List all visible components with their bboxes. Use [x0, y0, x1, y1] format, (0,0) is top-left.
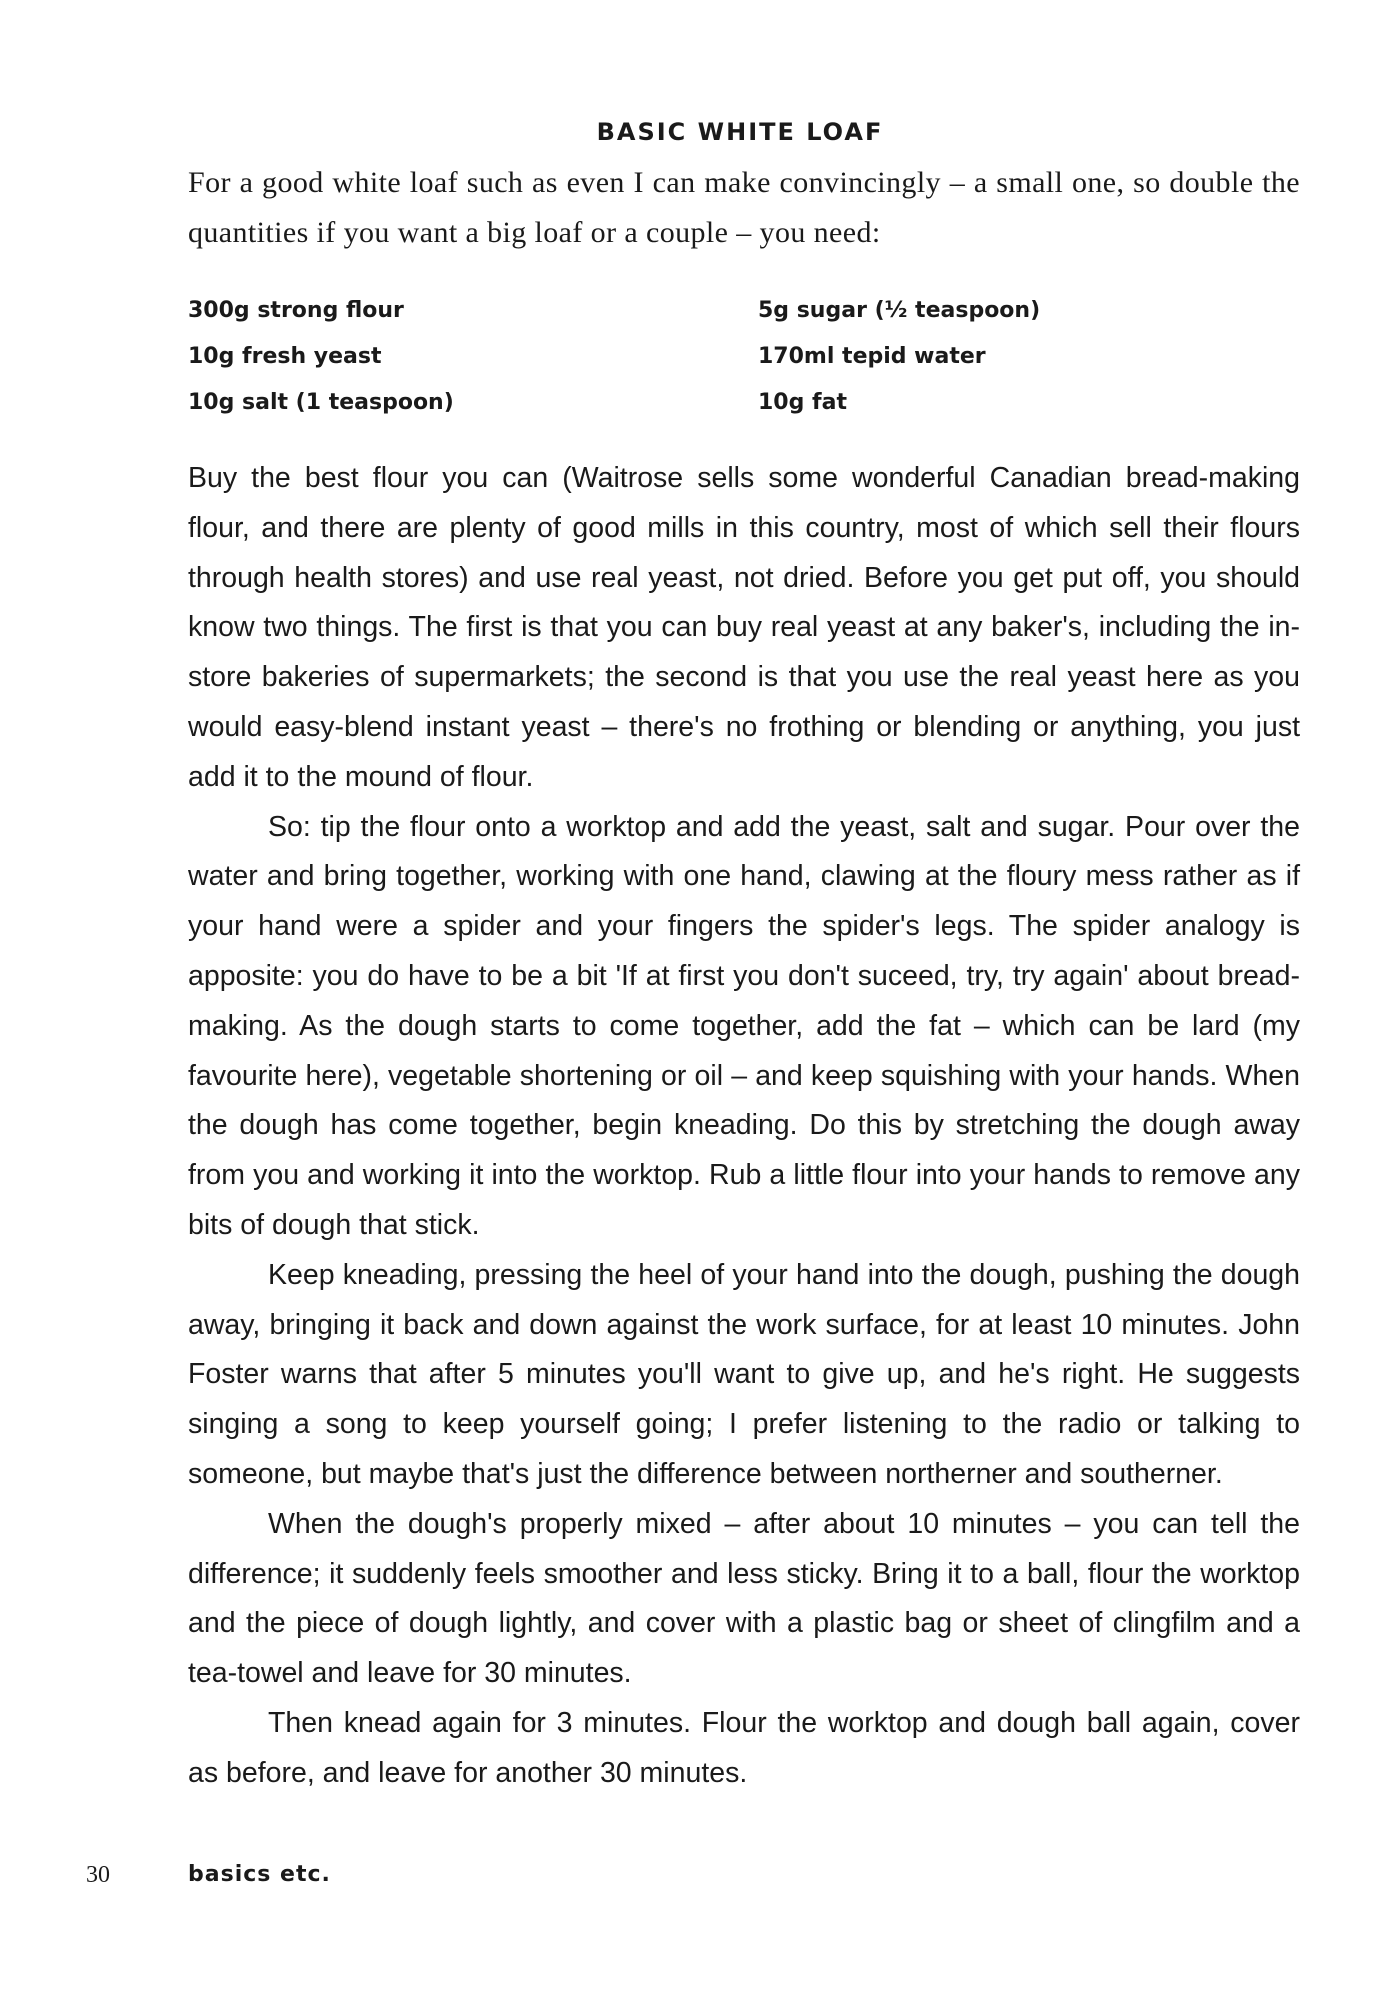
- recipe-intro: For a good white loaf such as even I can make convincingly – a small one, so double the quantities if you want a big loaf or a couple – you need:: [188, 166, 1300, 249]
- section-footer: basics etc.: [188, 1862, 331, 1887]
- ingredient-item: 10g fresh yeast: [188, 344, 382, 369]
- ingredient-item: 5g sugar (½ teaspoon): [758, 298, 1041, 323]
- ingredient-item: 300g strong flour: [188, 298, 404, 323]
- ingredient-item: 10g fat: [758, 390, 847, 415]
- paragraph: Then knead again for 3 minutes. Flour the worktop and dough ball again, cover as before, and leave for another 30 minutes.: [188, 1706, 1300, 1789]
- ingredient-item: 170ml tepid water: [758, 344, 986, 369]
- ingredient-item: 10g salt (1 teaspoon): [188, 390, 454, 415]
- paragraph: So: tip the flour onto a worktop and add the yeast, salt and sugar. Pour over the water and bring together, working with one hand, clawing at the floury mess rather as if your hand were a spider and your fingers the spider's legs. The spider analogy is apposite: you do have to be a bit 'If at first you don't suceed, try, try again' about bread-making. As the dough starts to come together, add the fat – which can be lard (my favourite here), vegetable shortening or oil – and keep squishing with your hands. When the dough has come together, begin kneading. Do this by stretching the dough away from you and working it into the worktop. Rub a little flour into your hands to remove any bits of dough that stick.: [188, 810, 1300, 1241]
- ingredients-list: [188, 288, 1188, 426]
- method-text: [188, 454, 1300, 1799]
- paragraph: Keep kneading, pressing the heel of your hand into the dough, pushing the dough away, bringing it back and down against the work surface, for at least 10 minutes. John Foster warns that after 5 minutes you'll want to give up, and he's right. He suggests singing a song to keep yourself going; I prefer listening to the radio or talking to someone, but maybe that's just the difference between northerner and southerner.: [188, 1258, 1300, 1490]
- page-number: 30: [86, 1862, 110, 1888]
- paragraph: Buy the best flour you can (Waitrose sells some wonderful Canadian bread-making flour, and there are plenty of good mills in this country, most of which sell their flours through health stores) and use real yeast, not dried. Before you get put off, you should know two things. The first is that you can buy real yeast at any baker's, including the in-store bakeries of supermarkets; the second is that you use the real yeast here as you would easy-blend instant yeast – there's no frothing or blending or anything, you just add it to the mound of flour.: [188, 462, 1300, 793]
- recipe-title: BASIC WHITE LOAF: [596, 118, 884, 146]
- paragraph: When the dough's properly mixed – after about 10 minutes – you can tell the difference; it suddenly feels smoother and less sticky. Bring it to a ball, flour the worktop and the piece of dough lightly, and cover with a plastic bag or sheet of clingfilm and a tea-towel and leave for 30 minutes.: [188, 1507, 1300, 1690]
